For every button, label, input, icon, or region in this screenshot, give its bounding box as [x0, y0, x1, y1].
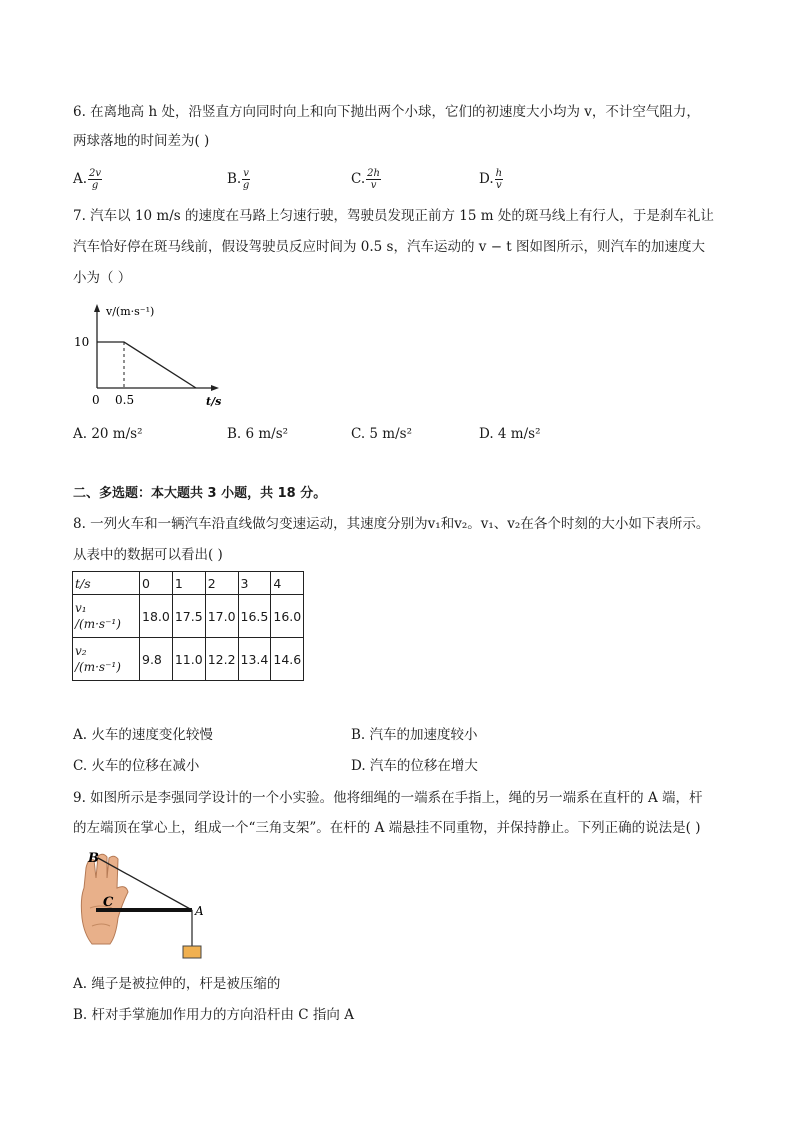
row-label-symbol: v₂ — [75, 644, 87, 658]
row-label-unit: /(m·s⁻¹) — [75, 660, 121, 674]
table-cell: 17.0 — [205, 595, 238, 638]
x-tick-0-5: 0.5 — [115, 393, 135, 407]
table-cell: 14.6 — [271, 638, 304, 681]
label-a: A — [195, 904, 204, 918]
q7-option-c: C. 5 m/s² — [351, 426, 413, 442]
q7-stem-line3: 小为（ ） — [73, 270, 132, 286]
denominator: g — [91, 180, 99, 191]
q8-option-b: B. 汽车的加速度较小 — [351, 727, 478, 743]
fraction — [242, 168, 250, 191]
y-axis-label: v/(m·s⁻¹) — [106, 305, 155, 318]
option-letter: B. — [227, 171, 242, 187]
q8-option-c: C. 火车的位移在减小 — [73, 758, 200, 774]
q7-vt-graph — [70, 298, 230, 413]
q8-option-a: A. 火车的速度变化较慢 — [73, 727, 213, 743]
section-multiple-choice-heading: 二、多选题：本大题共 3 小题，共 18 分。 — [73, 486, 327, 501]
row-label-symbol: v₁ — [75, 601, 87, 615]
table-row — [73, 638, 304, 681]
velocity-table — [72, 571, 304, 681]
numerator: v — [243, 168, 249, 179]
q6-option-b — [227, 168, 251, 191]
numerator: 2v — [89, 168, 102, 179]
label-b: B — [88, 851, 99, 866]
q6-option-d — [479, 168, 504, 191]
origin-label: 0 — [92, 393, 100, 407]
q7-stem-line1: 7. 汽车以 10 m/s 的速度在马路上匀速行驶，驾驶员发现正前方 15 m 处的斑马线上有行人，于是刹车礼让 — [73, 208, 714, 224]
table-cell: 4 — [271, 572, 304, 595]
table-cell: 17.5 — [172, 595, 205, 638]
table-cell: 18.0 — [140, 595, 173, 638]
q9-stem-line2: 的左端顶在掌心上，组成一个“三角支架”。在杆的 A 端悬挂不同重物，并保持静止。下列正确的说法是( ) — [73, 820, 701, 836]
option-letter: C. — [351, 171, 366, 187]
q7-option-d: D. 4 m/s² — [479, 426, 541, 442]
table-row-label — [73, 595, 140, 638]
q7-stem-line2: 汽车恰好停在斑马线前，假设驾驶员反应时间为 0.5 s，汽车运动的 v − t 图如图所示，则汽车的加速度大 — [73, 239, 706, 255]
q6-stem-line2: 两球落地的时间差为( ) — [73, 133, 210, 149]
q6-option-c — [351, 168, 382, 191]
numerator: 2h — [367, 168, 380, 179]
y-axis-arrow — [94, 304, 100, 312]
q8-option-d: D. 汽车的位移在增大 — [351, 758, 478, 774]
denominator: v — [496, 180, 502, 191]
q9-stem-line1: 9. 如图所示是李强同学设计的一个小实验。他将细绳的一端系在手指上，绳的另一端系在直杆的 A 端，杆 — [73, 790, 703, 806]
q8-stem-line1: 8. 一列火车和一辆汽车沿直线做匀变速运动，其速度分别为v₁和v₂。v₁、v₂在各个时刻的大小如下表所示。 — [73, 516, 710, 532]
x-axis-arrow — [211, 385, 219, 391]
q7-option-b: B. 6 m/s² — [227, 426, 289, 442]
label-c: C — [103, 895, 114, 910]
fraction — [88, 168, 102, 191]
q9-option-a: A. 绳子是被拉伸的，杆是被压缩的 — [73, 976, 281, 992]
hanging-weight — [183, 946, 201, 958]
table-cell: 11.0 — [172, 638, 205, 681]
table-row — [73, 595, 304, 638]
x-axis-label: t/s — [206, 395, 222, 408]
table-cell: 2 — [205, 572, 238, 595]
table-header-row — [73, 572, 304, 595]
table-cell: 9.8 — [140, 638, 173, 681]
table-cell: 16.0 — [271, 595, 304, 638]
table-cell: 3 — [238, 572, 271, 595]
table-cell: 1 — [172, 572, 205, 595]
denominator: g — [242, 180, 250, 191]
table-cell: 13.4 — [238, 638, 271, 681]
y-tick-10: 10 — [74, 335, 90, 349]
fraction — [366, 168, 381, 191]
table-header-cell: t/s — [73, 572, 140, 595]
q9-triangle-support-figure — [76, 848, 216, 963]
fraction — [495, 168, 503, 191]
numerator: h — [495, 168, 503, 179]
velocity-line — [97, 342, 196, 388]
table-cell: 0 — [140, 572, 173, 595]
option-letter: D. — [479, 171, 494, 187]
denominator: v — [370, 180, 377, 191]
option-letter: A. — [73, 171, 88, 187]
q6-option-a — [73, 168, 103, 191]
q9-option-b: B. 杆对手掌施加作用力的方向沿杆由 C 指向 A — [73, 1007, 354, 1023]
table-cell: 16.5 — [238, 595, 271, 638]
q8-stem-line2: 从表中的数据可以看出( ) — [73, 547, 223, 563]
table-row-label — [73, 638, 140, 681]
q6-stem-line1: 6. 在离地高 h 处，沿竖直方向同时向上和向下抛出两个小球，它们的初速度大小均为 v，不计空气阻力， — [73, 104, 700, 120]
table-cell: 12.2 — [205, 638, 238, 681]
row-label-unit: /(m·s⁻¹) — [75, 617, 121, 631]
q7-option-a: A. 20 m/s² — [73, 426, 143, 442]
